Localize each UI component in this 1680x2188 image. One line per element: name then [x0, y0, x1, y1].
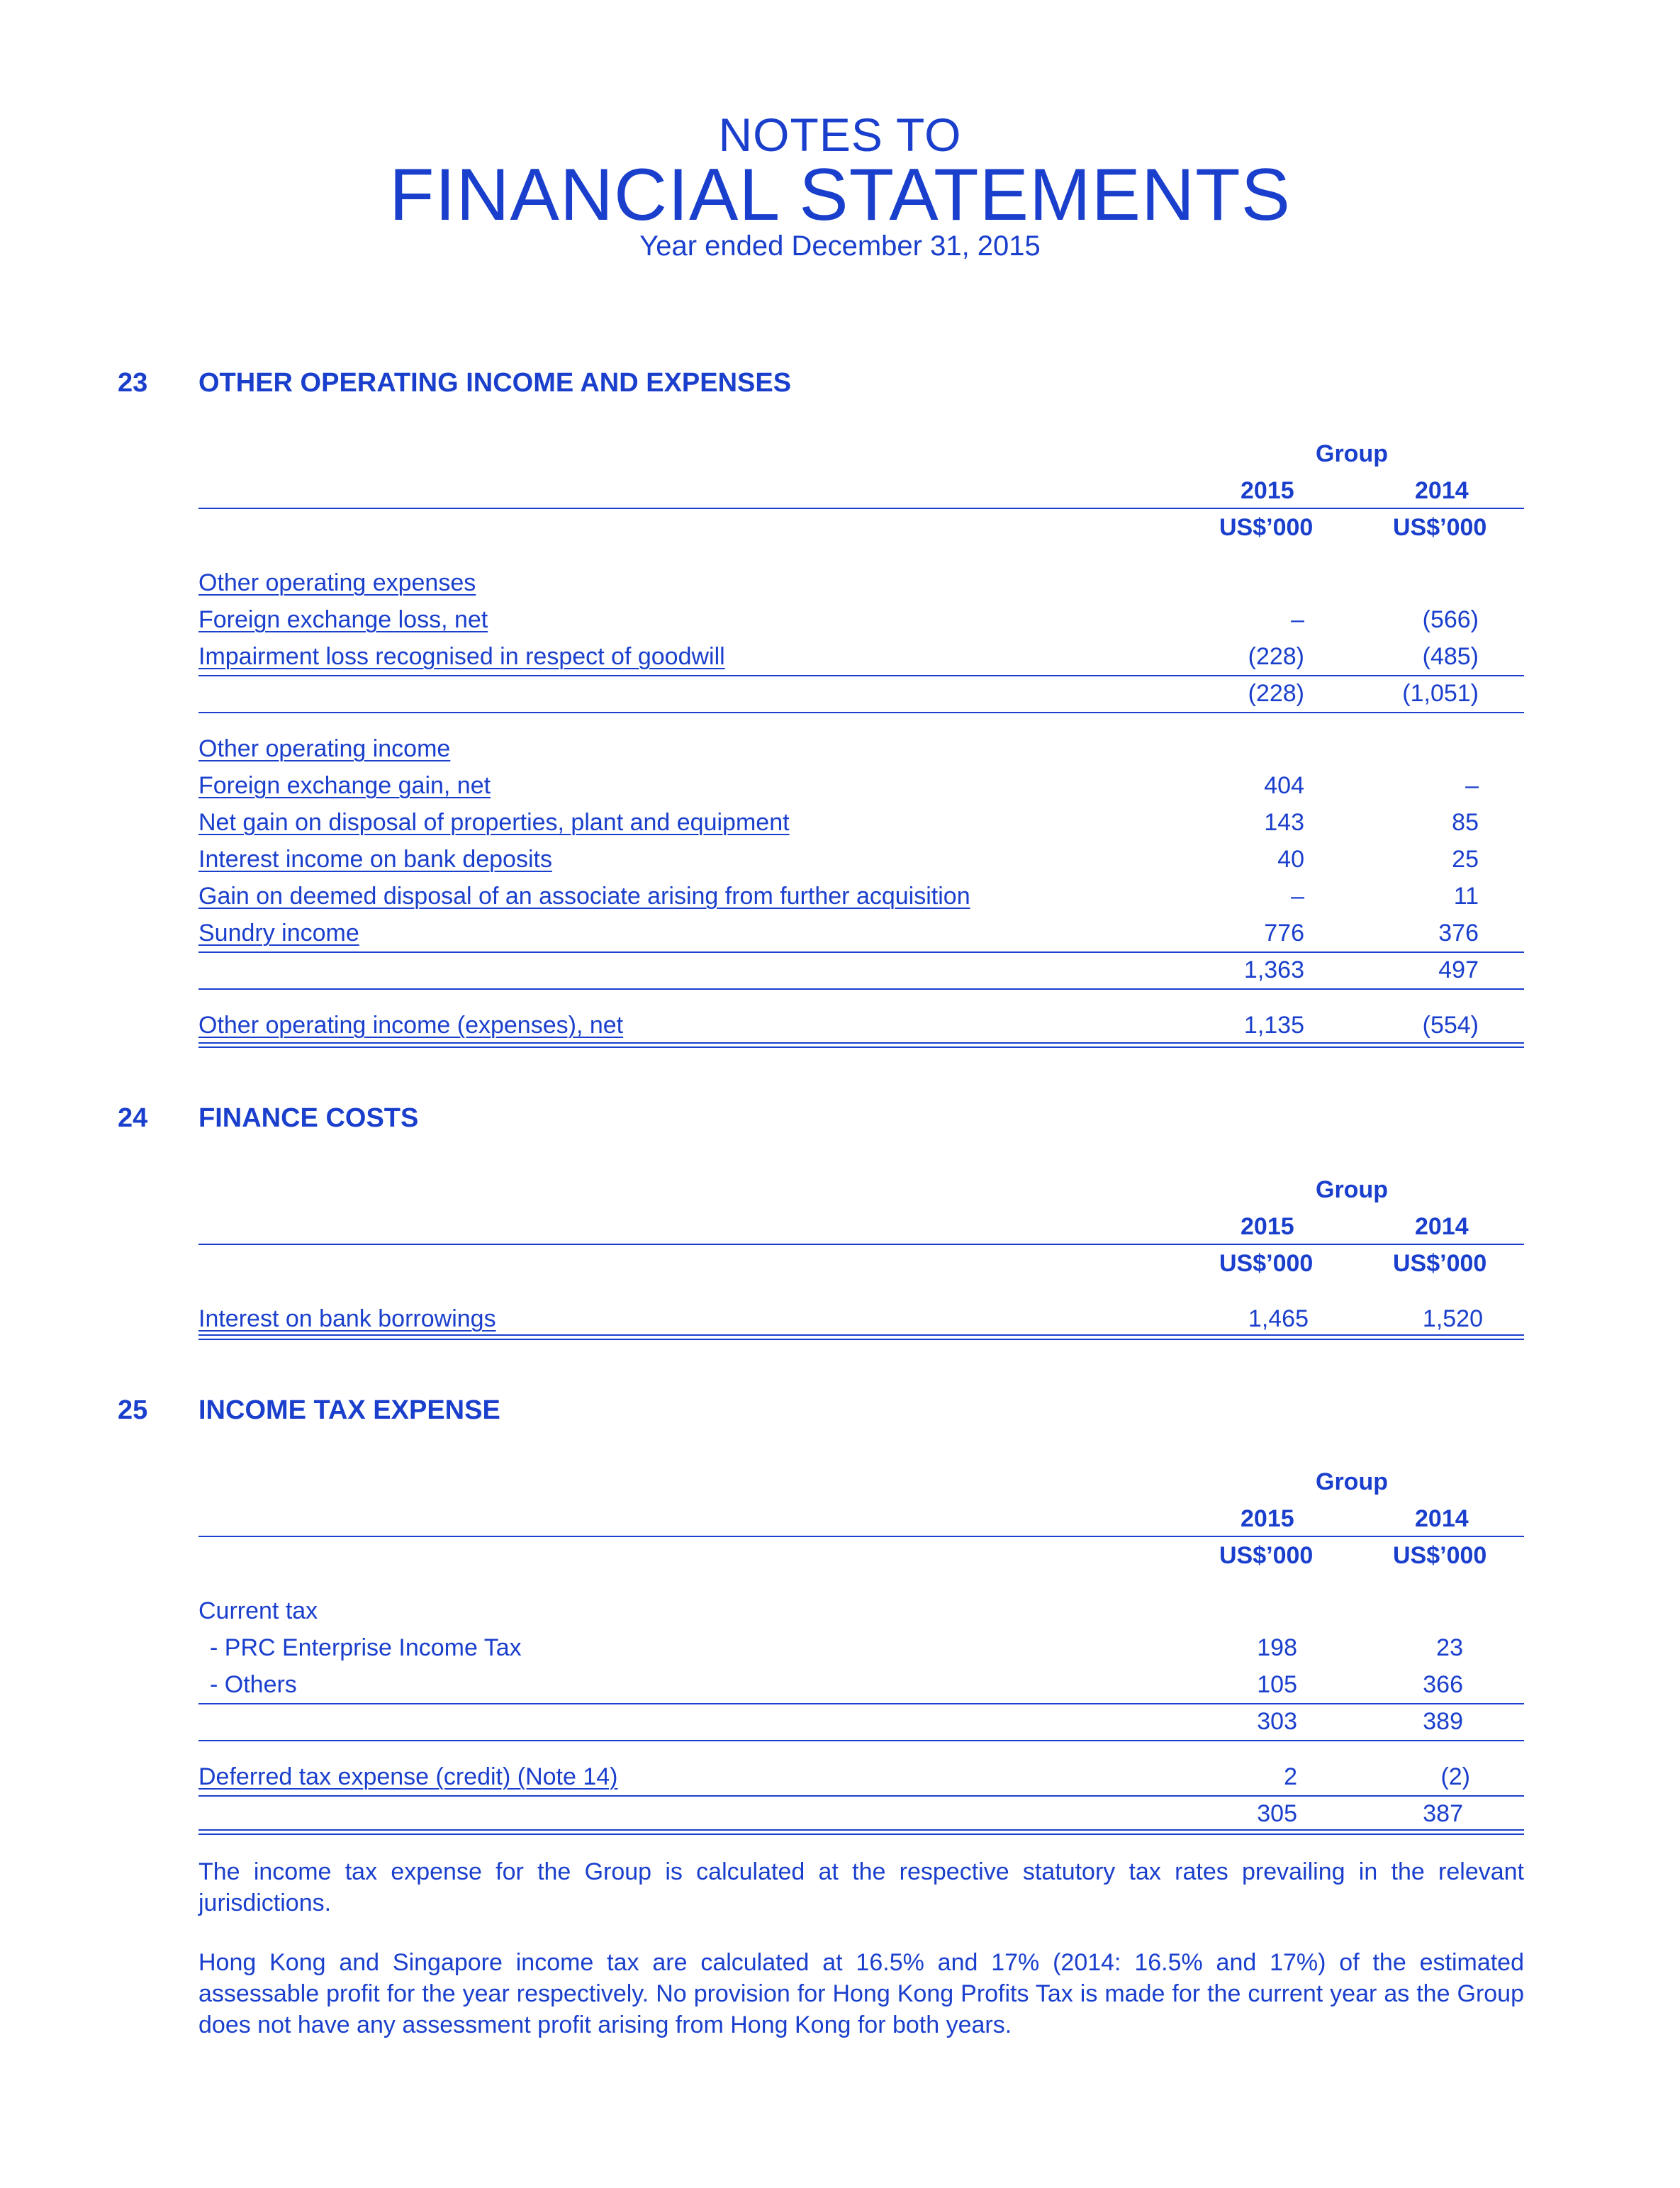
- table-cell-2015: 404: [1264, 772, 1304, 799]
- total-rule: [198, 712, 1524, 713]
- subtotal-rule: [198, 1795, 1524, 1797]
- subtotal-rule: [198, 951, 1524, 953]
- expenses-heading: Other operating expenses: [198, 569, 476, 596]
- double-rule: [198, 1829, 1524, 1835]
- col-header-group: Group: [1316, 1468, 1388, 1495]
- section-24-title: FINANCE COSTS: [198, 1103, 419, 1133]
- col-unit-2014: US$’000: [1393, 1250, 1487, 1277]
- table-cell-2014: (566): [1422, 606, 1479, 633]
- table-cell-2014: 1,520: [1422, 1305, 1483, 1332]
- table-cell-2015: 198: [1257, 1634, 1297, 1661]
- col-header-2014: 2014: [1415, 1213, 1469, 1240]
- col-header-2014: 2014: [1415, 1505, 1469, 1532]
- subtotal-rule: [198, 1703, 1524, 1704]
- table-cell-2015: 40: [1277, 846, 1304, 873]
- col-unit-2015: US$’000: [1219, 1542, 1314, 1569]
- table-cell-2015: 105: [1257, 1671, 1297, 1698]
- net-2014: (554): [1422, 1012, 1479, 1039]
- table-cell-2014: 366: [1423, 1671, 1463, 1698]
- col-unit-2014: US$’000: [1393, 1542, 1487, 1569]
- header-notes-to: NOTES TO: [718, 108, 962, 161]
- subtotal-rule: [198, 675, 1524, 676]
- table-cell-2015: –: [1291, 606, 1304, 633]
- deferred-label: Deferred tax expense (credit) (Note 14): [198, 1763, 618, 1790]
- table-cell-2015: 776: [1264, 920, 1304, 947]
- tax-total-2015: 305: [1257, 1800, 1297, 1827]
- expense-total-2015: (228): [1248, 680, 1304, 707]
- table-row-label: Net gain on disposal of properties, plant and equipment: [198, 809, 790, 836]
- section-23-number: 23: [118, 368, 148, 398]
- income-total-2015: 1,363: [1243, 956, 1304, 983]
- header-rule: [198, 1536, 1524, 1537]
- table-row-label: Gain on deemed disposal of an associate arising from further acquisition: [198, 883, 970, 910]
- table-cell-2014: 376: [1438, 920, 1479, 947]
- col-unit-2015: US$’000: [1219, 1250, 1314, 1277]
- table-row-label: Sundry income: [198, 920, 359, 947]
- section-25-title: INCOME TAX EXPENSE: [198, 1395, 500, 1425]
- table-row-label: - PRC Enterprise Income Tax: [210, 1634, 522, 1661]
- table-cell-2014: 85: [1452, 809, 1479, 836]
- table-cell-2015: 143: [1264, 809, 1304, 836]
- table-cell-2014: 11: [1453, 883, 1479, 910]
- tax-total-2014: 387: [1423, 1800, 1463, 1827]
- table-row-label: Impairment loss recognised in respect of goodwill: [198, 643, 725, 670]
- table-cell-2015: 1,465: [1248, 1305, 1309, 1332]
- total-rule: [198, 988, 1524, 990]
- section-24-number: 24: [118, 1103, 148, 1133]
- tax-note-paragraph-1: The income tax expense for the Group is calculated at the respective statutory tax rates prevailing in the relevant jurisdictions.: [198, 1858, 1524, 1916]
- table-row-label: Foreign exchange gain, net: [198, 772, 491, 799]
- income-total-2014: 497: [1438, 956, 1479, 983]
- page-title: FINANCIAL STATEMENTS: [389, 154, 1291, 236]
- current-total-2014: 389: [1423, 1708, 1463, 1735]
- table-cell-2015: –: [1291, 883, 1304, 910]
- double-rule: [198, 1042, 1524, 1048]
- table-cell-2015: (228): [1248, 643, 1304, 670]
- double-rule: [198, 1334, 1524, 1340]
- table-cell-2014: 25: [1452, 846, 1479, 873]
- table-row-label: Interest on bank borrowings: [198, 1305, 496, 1332]
- table-row-label: - Others: [210, 1671, 297, 1698]
- table-row-label: Foreign exchange loss, net: [198, 606, 488, 633]
- col-header-2014: 2014: [1415, 477, 1469, 504]
- col-unit-2015: US$’000: [1219, 514, 1314, 541]
- tax-note-paragraph-2: Hong Kong and Singapore income tax are calculated at 16.5% and 17% (2014: 16.5% and 17%) of the estimated assessable profit for the year respectively. No provision for Hong Kong Profits Tax is made for the current year as the Group does not have any assessment profit arising from Hong Kong for both years.: [198, 1949, 1524, 2038]
- net-label: Other operating income (expenses), net: [198, 1012, 624, 1039]
- current-tax-heading: Current tax: [198, 1597, 318, 1624]
- table-cell-2014: 23: [1436, 1634, 1463, 1661]
- table-cell-2014: (485): [1422, 643, 1479, 670]
- current-total-2015: 303: [1257, 1708, 1297, 1735]
- expense-total-2014: (1,051): [1402, 680, 1479, 707]
- col-header-2015: 2015: [1241, 477, 1294, 504]
- col-unit-2014: US$’000: [1393, 514, 1487, 541]
- header-rule: [198, 508, 1524, 509]
- table-cell-2014: –: [1465, 772, 1479, 799]
- total-rule: [198, 1740, 1524, 1741]
- header-rule: [198, 1244, 1524, 1245]
- col-header-group: Group: [1316, 440, 1388, 467]
- net-2015: 1,135: [1243, 1012, 1304, 1039]
- income-heading: Other operating income: [198, 735, 451, 762]
- section-25-number: 25: [118, 1395, 148, 1425]
- section-23-title: OTHER OPERATING INCOME AND EXPENSES: [198, 368, 792, 398]
- col-header-2015: 2015: [1241, 1505, 1294, 1532]
- table-row-label: Interest income on bank deposits: [198, 846, 552, 873]
- period-subtitle: Year ended December 31, 2015: [639, 230, 1041, 262]
- deferred-2015: 2: [1284, 1763, 1297, 1790]
- col-header-group: Group: [1316, 1176, 1388, 1203]
- col-header-2015: 2015: [1241, 1213, 1294, 1240]
- deferred-2014: (2): [1440, 1763, 1470, 1790]
